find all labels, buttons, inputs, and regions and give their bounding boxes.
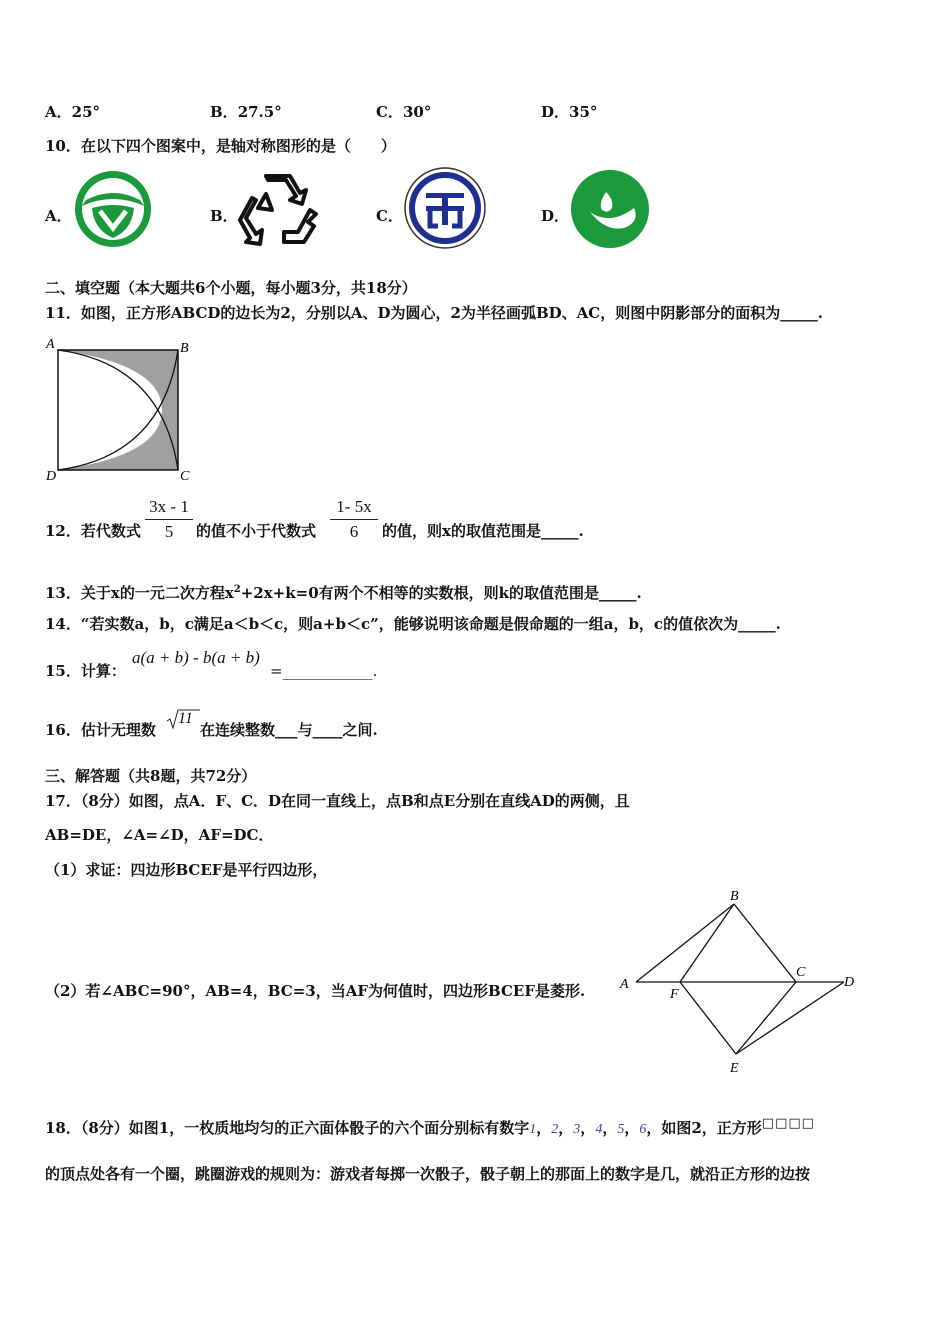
label-a: A xyxy=(46,337,55,352)
q17-geometry-figure xyxy=(614,884,864,1080)
fraction-bar xyxy=(145,519,193,520)
fraction-numerator: 1- 5x xyxy=(336,497,372,516)
digit-4: 4 xyxy=(595,1122,603,1137)
label-c: C xyxy=(796,965,806,980)
radicand: 11 xyxy=(178,710,193,727)
option-text: 25° xyxy=(71,103,101,121)
question-12-middle: 的值不小于代数式 xyxy=(196,522,317,540)
q18-middle: ，如图2，正方形 xyxy=(646,1119,762,1137)
separator: ， xyxy=(536,1119,552,1137)
digit-3: 3 xyxy=(573,1122,581,1137)
question-18-line-2: 的顶点处各有一个圈，跳圈游戏的规则为：游戏者每掷一次骰子，骰子朝上的那面上的数字是几，就沿正方形的边按 xyxy=(45,1165,811,1183)
separator: ， xyxy=(580,1119,596,1137)
question-16-prefix: 16．估计无理数 xyxy=(45,721,156,739)
question-18-line-1 xyxy=(45,1114,815,1140)
option-letter: B． xyxy=(210,103,238,121)
option-text: 35° xyxy=(569,103,598,121)
question-13 xyxy=(45,580,642,603)
placeholder-boxes: □□□□ xyxy=(761,1116,815,1131)
fraction-denominator: 5 xyxy=(164,522,174,541)
label-a: A xyxy=(620,977,629,992)
label-c: C xyxy=(180,469,190,484)
q12-fraction-2 xyxy=(330,497,378,542)
option-a xyxy=(45,102,100,122)
q13-suffix: +2x+k=0有两个不相等的实数根，则k的取值范围是_____. xyxy=(240,584,642,602)
question-17-line-1: 17．（8分）如图，点A．F、C．D在同一直线上，点B和点E分别在直线AD的两侧，且 xyxy=(45,792,630,810)
question-10-stem: 10．在以下四个图案中，是轴对称图形的是（ ） xyxy=(45,137,396,155)
label-b: B xyxy=(180,341,189,356)
digit-5: 5 xyxy=(617,1122,625,1137)
question-11-stem: 11．如图，正方形ABCD的边长为2，分别以A、D为圆心，2为半径画弧BD、AC，则图中阴影部分的面积为_____. xyxy=(45,304,823,322)
section-3-title: 三、解答题（共8题，共72分） xyxy=(45,767,257,785)
digit-2: 2 xyxy=(551,1122,559,1137)
separator: ， xyxy=(558,1119,574,1137)
label-d: D xyxy=(844,975,855,990)
green-shield-logo-icon xyxy=(70,168,156,250)
blue-circle-emblem-icon xyxy=(402,166,488,250)
label-f: F xyxy=(670,987,679,1002)
q13-exponent: 2 xyxy=(233,584,241,595)
question-12-prefix: 12．若代数式 xyxy=(45,522,141,540)
option-b xyxy=(210,102,282,122)
label-b: B xyxy=(730,889,739,904)
option-letter: A． xyxy=(45,103,72,121)
option-text: 27.5° xyxy=(237,103,282,121)
recycle-arrows-icon xyxy=(238,170,318,250)
fraction-numerator: 3x - 1 xyxy=(149,497,189,516)
q12-fraction-1 xyxy=(145,497,193,542)
q10-option-c-letter: C． xyxy=(376,207,403,225)
label-d: D xyxy=(46,469,57,484)
question-16-suffix: 在连续整数___与____之间. xyxy=(200,721,378,739)
option-d xyxy=(541,102,597,122)
option-c xyxy=(376,102,431,122)
digit-1: 1 xyxy=(529,1122,537,1137)
q15-expression: a(a + b) - b(a + b) xyxy=(132,648,260,667)
question-17-part-1: （1）求证：四边形BCEF是平行四边形， xyxy=(45,861,328,879)
separator: ， xyxy=(602,1119,618,1137)
q13-prefix: 13．关于x的一元二次方程x xyxy=(45,584,234,602)
q10-option-a-letter: A． xyxy=(45,207,72,225)
green-water-drop-logo-icon xyxy=(568,168,652,250)
question-15-suffix: =____________. xyxy=(270,662,378,680)
question-15-prefix: 15．计算： xyxy=(45,662,126,680)
fraction-bar xyxy=(330,519,378,520)
q18-prefix: 18．（8分）如图1，一枚质地均匀的正六面体骰子的六个面分别标有数字 xyxy=(45,1119,530,1137)
q10-option-d-letter: D． xyxy=(541,207,570,225)
option-letter: D． xyxy=(541,103,570,121)
fraction-denominator: 6 xyxy=(349,522,359,541)
question-17-part-2: （2）若∠ABC=90°，AB=4，BC=3，当AF为何值时，四边形BCEF是菱形. xyxy=(45,982,586,1000)
question-17-line-2: AB=DE，∠A=∠D，AF=DC． xyxy=(45,826,274,844)
option-letter: C． xyxy=(376,103,403,121)
question-12-suffix: 的值，则x的取值范围是_____. xyxy=(382,522,584,540)
question-14: 14．“若实数a，b，c满足a＜b＜c，则a+b＜c”，能够说明该命题是假命题的一组a，b，c的值依次为_____. xyxy=(45,615,781,633)
label-e: E xyxy=(730,1061,739,1076)
option-text: 30° xyxy=(402,103,432,121)
q11-square-figure xyxy=(42,334,202,484)
q10-option-b-letter: B． xyxy=(210,207,238,225)
section-2-title: 二、填空题（本大题共6个小题，每小题3分，共18分） xyxy=(45,279,417,297)
separator: ， xyxy=(624,1119,640,1137)
digit-6: 6 xyxy=(639,1122,647,1137)
